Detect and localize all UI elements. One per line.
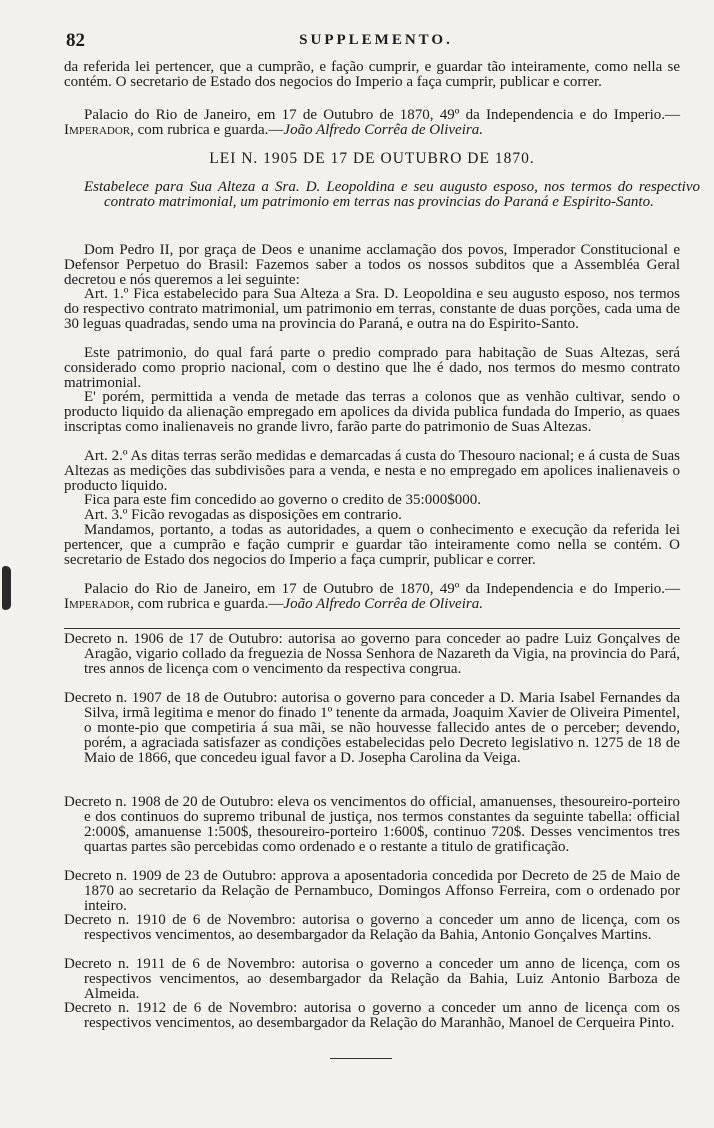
law-signature-label: Imperador,: [64, 596, 134, 612]
law-signer: João Alfredo Corrêa de Oliveira.: [283, 596, 483, 612]
section-divider: [64, 628, 680, 629]
running-head: SUPPLEMENTO.: [299, 32, 453, 48]
end-rule: [330, 1058, 392, 1059]
law-date-signature: Palacio do Rio de Janeiro, em 17 de Outubro de 1870, 49º da Independencia e do Imperio.—Imperador, com rubrica e guarda.—João Alfredo Corrêa de Oliveira.: [64, 581, 680, 612]
page-header: [66, 30, 686, 52]
law-paragraph-2: Este patrimonio, do qual fará parte o predio comprado para habitação de Suas Altezas, será considerado como proprio nacional, com o destino que lhe é dado, nos termos do mesmo contrato matrimonial.: [64, 345, 680, 391]
continuation-signature-text: com rubrica e guarda.—: [133, 122, 284, 138]
continuation-text: da referida lei pertencer, que a cumprão, e fação cumprir, e guardar tão inteiramente, como nella se contém. O secretario de Estado dos negocios do Imperio a faça cumprir, publicar e correr.: [64, 59, 680, 90]
law-paragraph-5: Fica para este fim concedido ao governo o credito de 35:000$000.: [84, 492, 481, 508]
law-article-2: Art. 2.º As ditas terras serão medidas e demarcadas á custa do Thesouro nacional; e á custa de Suas Altezas as medições das subdivisões para a venda, e nesta e no empregado em apolices inalienaveis o producto liquido.: [64, 448, 680, 494]
law-preamble: Dom Pedro II, por graça de Deos e unanime acclamação dos povos, Imperador Constitucional e Defensor Perpetuo do Brasil: Fazemos saber a todos os nossos subditos que a Assembléa Geral decretou e nós queremos a lei seguinte:: [64, 242, 680, 288]
law-summary: Estabelece para Sua Alteza a Sra. D. Leopoldina e seu augusto esposo, nos termos do respectivo contrato matrimonial, um patrimonio em terras nas provincias do Paraná e Espirito-Santo.: [84, 179, 700, 210]
law-date-line: Palacio do Rio de Janeiro, em 17 de Outubro de 1870, 49º da Independencia e do Imperio.: [84, 581, 665, 597]
law-article-3: Art. 3.º Ficão revogadas as disposições em contrario.: [84, 507, 402, 523]
decree-1908: Decreto n. 1908 de 20 de Outubro: eleva os vencimentos do official, amanuenses, thesoureiro-porteiro e dos continuos do supremo tribunal de justiça, nos termos constantes da seguinte tabella: official 2:000$, amanuense 1:500$, thesoureiro-porteiro 1:600$, continuo 720$. Desses vencimentos tres quartas partes são percebidas como ordenado e o restante a titulo de gratificação.: [64, 794, 680, 855]
law-paragraph-7: Mandamos, portanto, a todas as autoridades, a quem o conhecimento e execução da referida lei pertencer, que a cumprão e fação cumprir e guardar tão inteiramente como nella se contém. O secretario de Estado dos negocios do Imperio a faça cumprir, publicar e correr.: [64, 522, 680, 568]
law-paragraph-3: E' porém, permittida a venda de metade das terras a colonos que as venhão cultivar, sendo o producto liquido da alienação empregado em apolices da divida publica fundada do Imperio, as quaes inscriptas como inalienaveis no grande livro, farão parte do patrimonio de Suas Altezas.: [64, 389, 680, 435]
continuation-date-line: Palacio do Rio de Janeiro, em 17 de Outubro de 1870, 49º da Independencia e do Imperio.: [84, 107, 665, 123]
page-number: 82: [66, 30, 85, 51]
law-article-1: Art. 1.º Fica estabelecido para Sua Alteza a Sra. D. Leopoldina e seu augusto esposo, nos termos do respectivo contrato matrimonial, um patrimonio em terras, constante de duas porções, cada uma de 30 leguas quadradas, sendo uma na provincia do Paraná, e outra na do Espirito-Santo.: [64, 286, 680, 332]
decree-1912: Decreto n. 1912 de 6 de Novembro: autorisa o governo a conceder um anno de licença com os respectivos vencimentos, ao desembargador da Relação do Maranhão, Manoel de Cerqueira Pinto.: [64, 1000, 680, 1031]
decree-1906: Decreto n. 1906 de 17 de Outubro: autorisa ao governo para conceder ao padre Luiz Gonçalves de Aragão, vigario collado da freguezia de Nossa Senhora de Nazareth da Vigia, na provincia do Pará, tres annos de licença com o vencimento da respectiva congrua.: [64, 631, 680, 677]
continuation-signer: João Alfredo Corrêa de Oliveira.: [283, 122, 483, 138]
decree-1911: Decreto n. 1911 de 6 de Novembro: autorisa o governo a conceder um anno de licença, com os respectivos vencimentos, ao desembargador da Relação da Bahia, Luiz Antonio Barboza de Almeida.: [64, 956, 680, 1002]
decree-1909: Decreto n. 1909 de 23 de Outubro: approva a aposentadoria concedida por Decreto de 25 de Maio de 1870 ao secretario da Relação de Pernambuco, Domingos Affonso Ferreira, com o ordenado por inteiro.: [64, 868, 680, 914]
binding-clip: [2, 566, 11, 610]
decree-1907: Decreto n. 1907 de 18 de Outubro: autorisa o governo para conceder a D. Maria Isabel Fernandes da Silva, irmã legitima e menor do finado 1º tenente da armada, Joaquim Xavier de Oliveira Pimentel, o monte-pio que competiria á sua mãi, se não houvesse fallecido antes de o perceber; devendo, porém, a agraciada satisfazer as condições estabelecidas pelo Decreto legislativo n. 1275 de 18 de Maio de 1866, que concedeu igual favor a D. Josepha Carolina da Veiga.: [64, 690, 680, 766]
continuation-signature-label: Imperador,: [64, 122, 134, 138]
continuation-date-signature: Palacio do Rio de Janeiro, em 17 de Outubro de 1870, 49º da Independencia e do Imperio.—Imperador, com rubrica e guarda.—João Alfredo Corrêa de Oliveira.: [64, 107, 680, 138]
decree-1910: Decreto n. 1910 de 6 de Novembro: autorisa o governo a conceder um anno de licença, com os respectivos vencimentos, ao desembargador da Relação da Bahia, Antonio Gonçalves Martins.: [64, 912, 680, 943]
law-title: LEI N. 1905 DE 17 DE OUTUBRO DE 1870.: [209, 150, 535, 167]
law-signature-text: com rubrica e guarda.—: [133, 596, 284, 612]
